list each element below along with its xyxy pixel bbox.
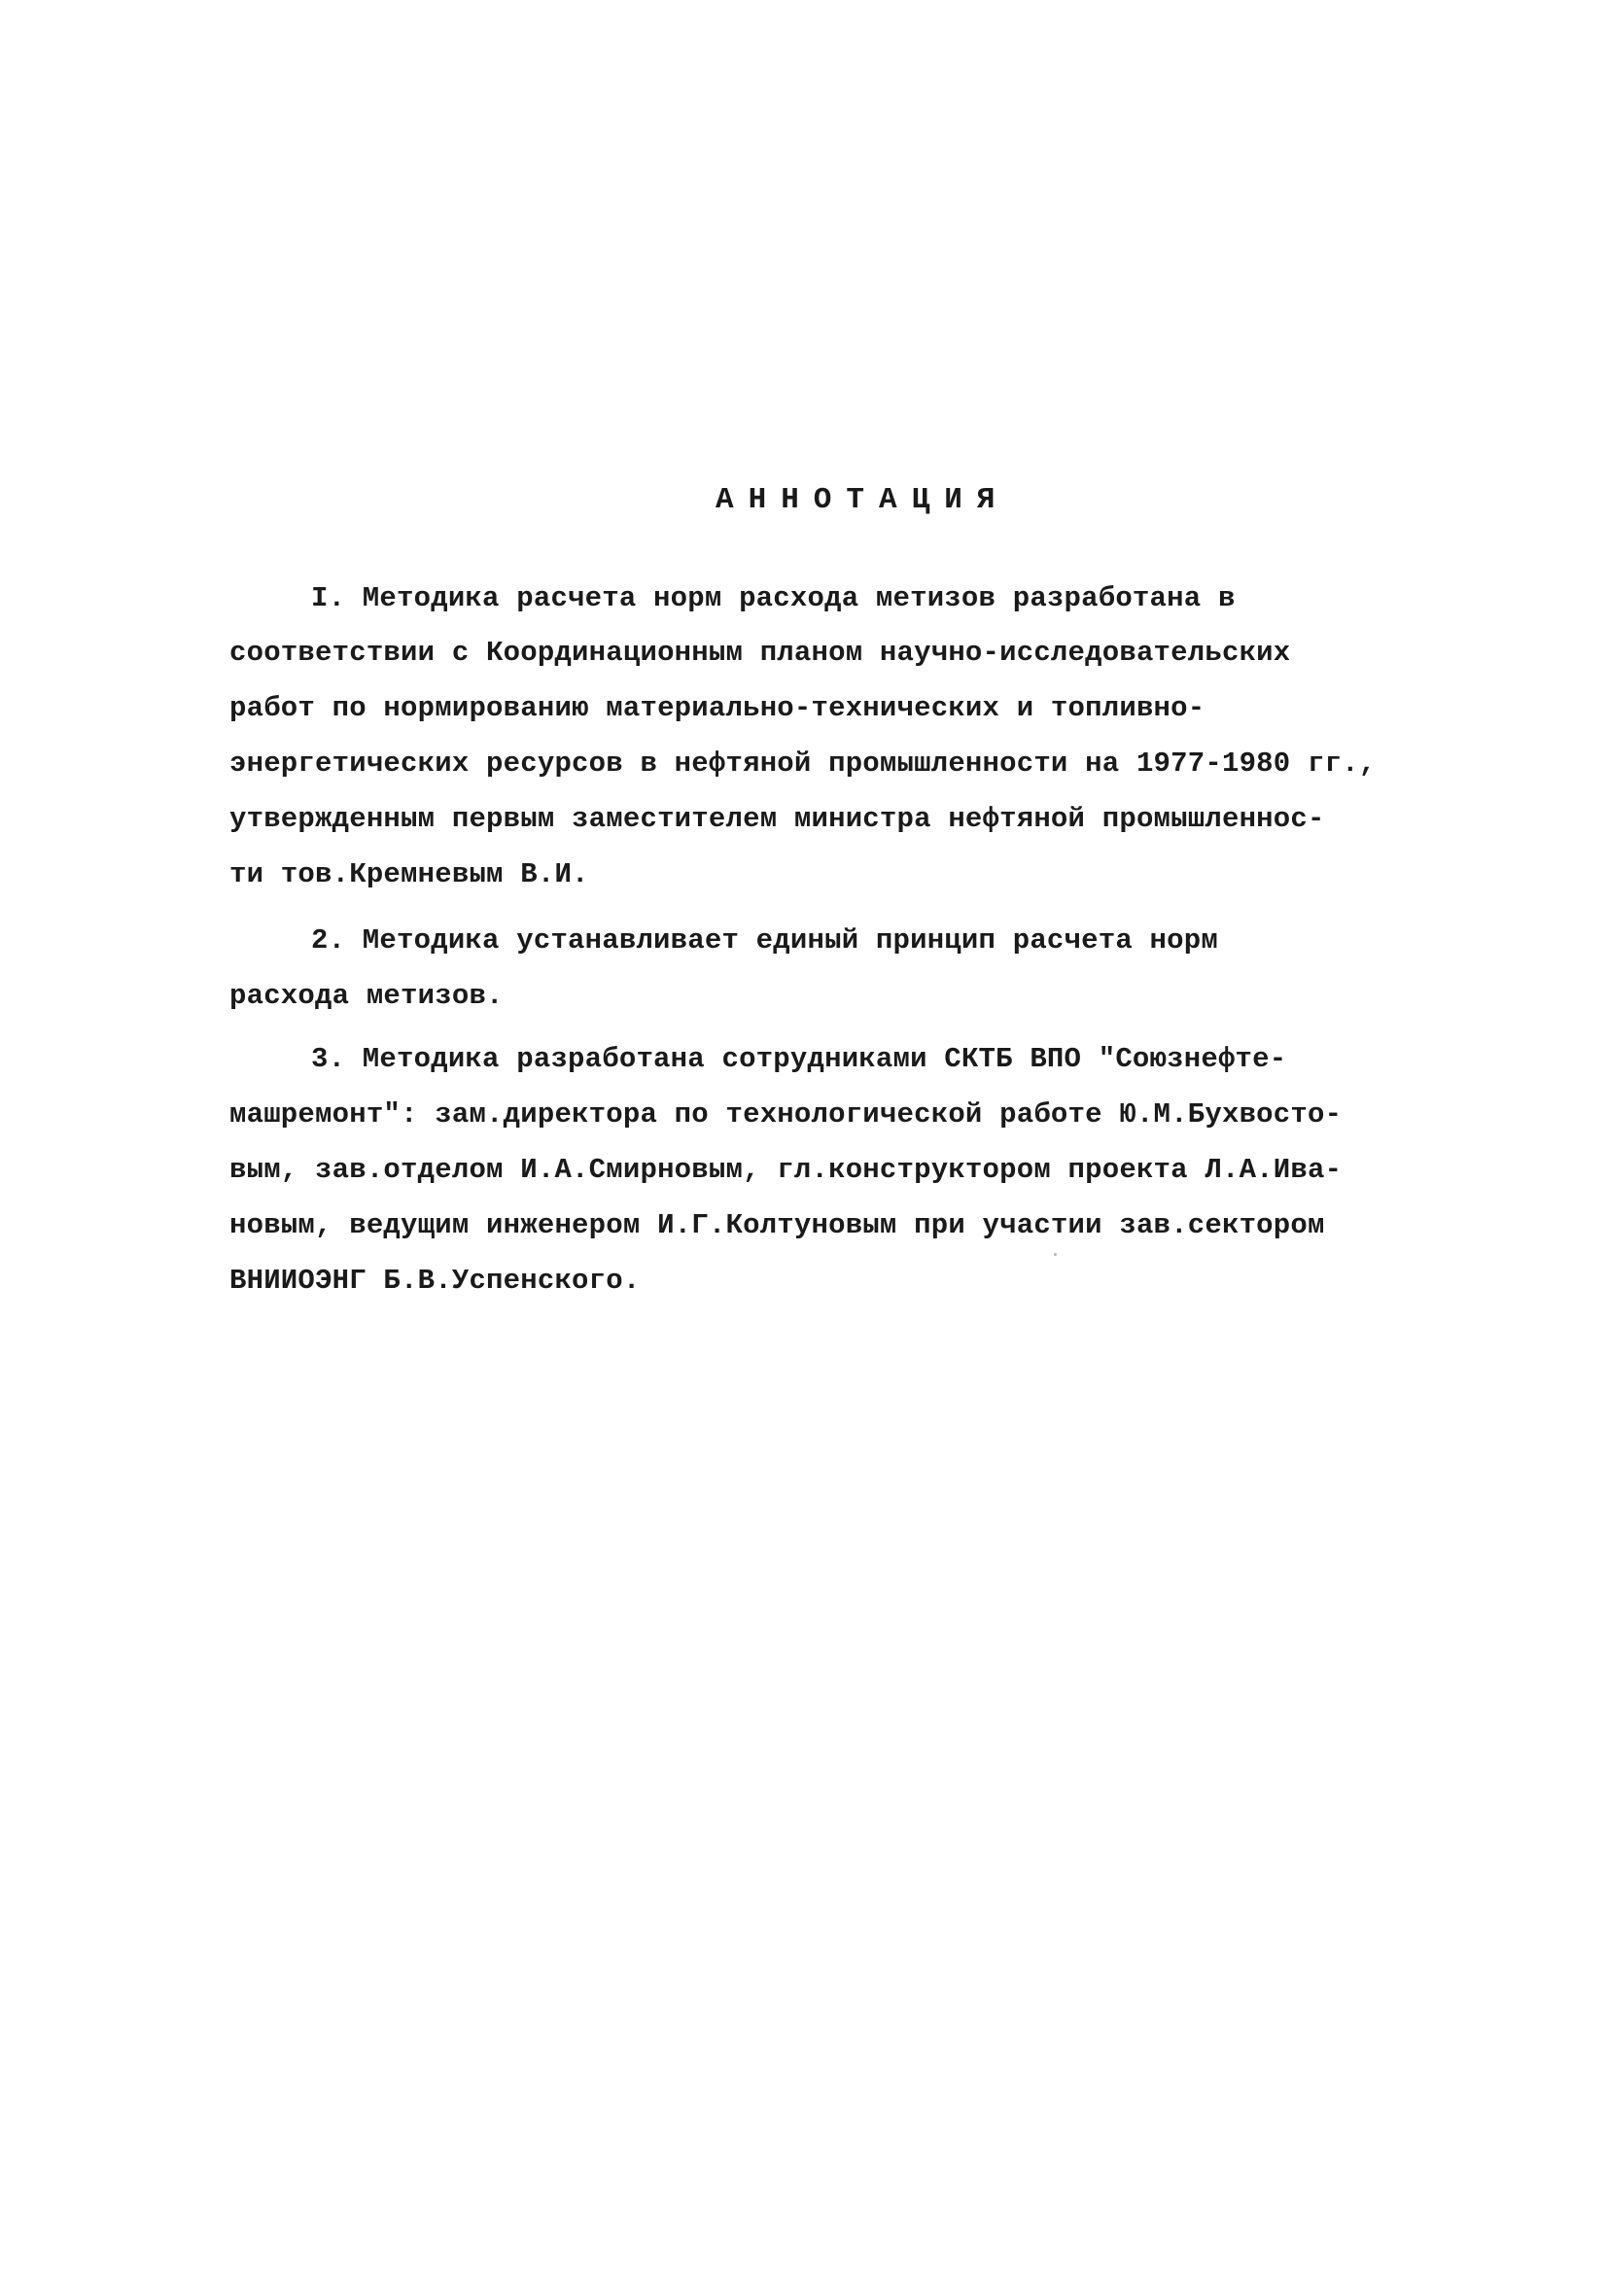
paragraph-3-line-5: ВНИИОЭНГ Б.В.Успенского. bbox=[229, 1265, 641, 1297]
paragraph-3-line-2: машремонт": зам.директора по технологической работе Ю.М.Бухвосто- bbox=[229, 1098, 1343, 1131]
paragraph-1-line-6: ти тов.Кремневым В.И. bbox=[229, 858, 589, 890]
paper-speck bbox=[1054, 1253, 1057, 1256]
annotation-title: АННОТАЦИЯ bbox=[716, 483, 1010, 517]
paragraph-1-line-3: работ по нормированию материально-технических и топливно- bbox=[229, 692, 1205, 724]
paragraph-2-line-2: расхода метизов. bbox=[229, 980, 504, 1012]
paragraph-1-line-1: I. Методика расчета норм расхода метизов разработана в bbox=[311, 582, 1236, 614]
paragraph-2-line-1: 2. Методика устанавливает единый принцип расчета норм bbox=[311, 924, 1218, 957]
paragraph-3-line-1: 3. Методика разработана сотрудниками СКТБ ВПО "Союзнефте- bbox=[311, 1043, 1287, 1075]
paragraph-3-line-4: новым, ведущим инженером И.Г.Колтуновым при участии зав.сектором bbox=[229, 1209, 1325, 1241]
paragraph-1-line-5: утвержденным первым заместителем министра нефтяной промышленнос- bbox=[229, 803, 1325, 835]
paragraph-3-line-3: вым, зав.отделом И.А.Смирновым, гл.конструктором проекта Л.А.Ива- bbox=[229, 1154, 1343, 1186]
paragraph-1-line-2: соответствии с Координационным планом научно-исследовательских bbox=[229, 637, 1291, 669]
paragraph-1-line-4: энергетических ресурсов в нефтяной промышленности на 1977-1980 гг., bbox=[229, 748, 1377, 780]
